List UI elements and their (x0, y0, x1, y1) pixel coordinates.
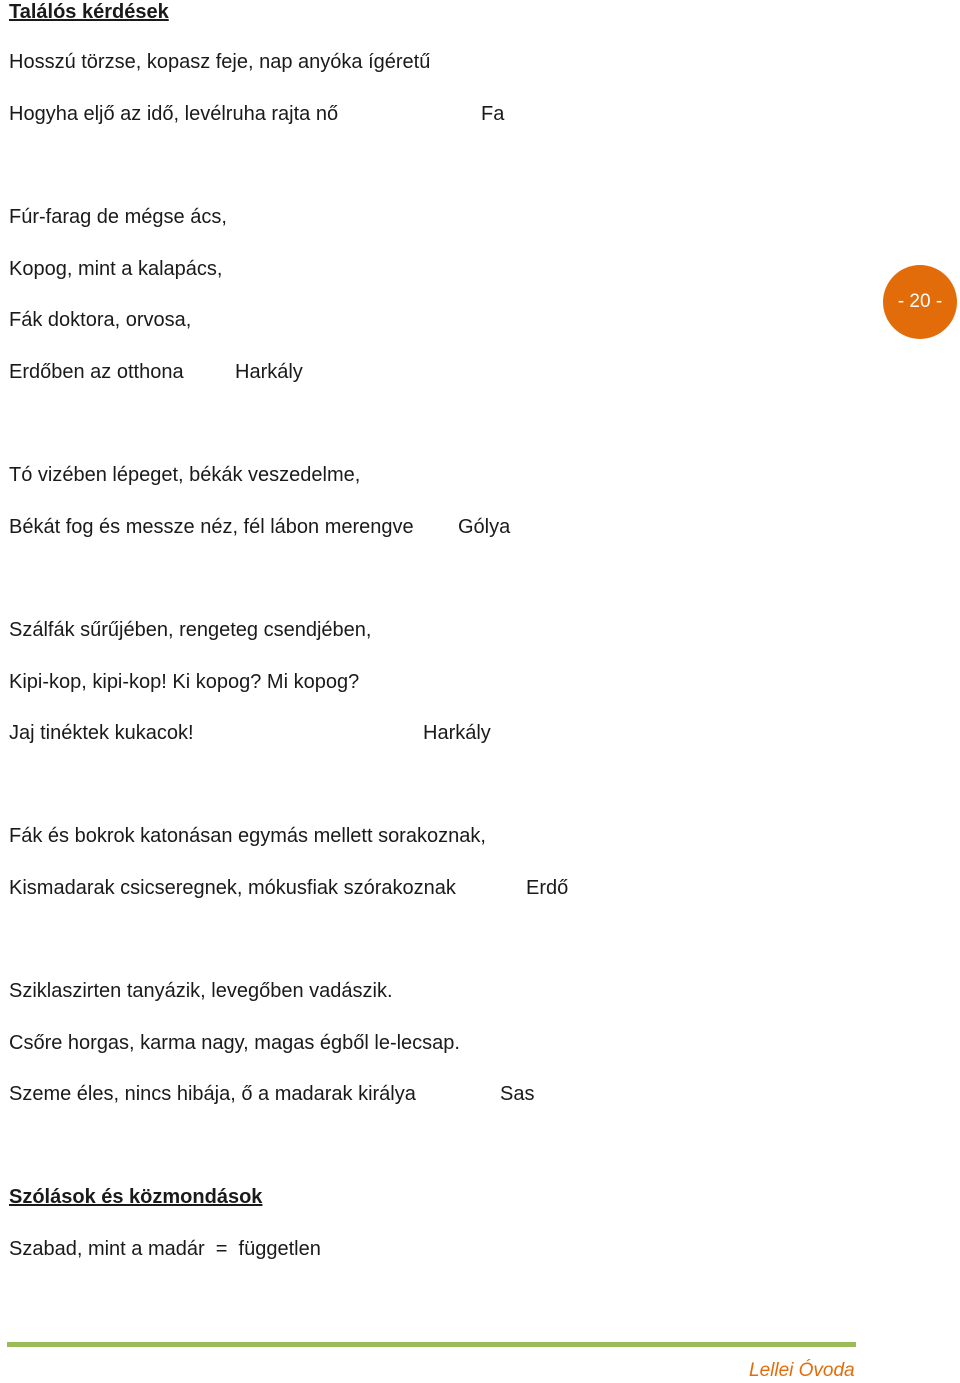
footer-divider (7, 1342, 856, 1347)
footer-text: Lellei Óvoda (749, 1360, 855, 1381)
riddle-answer: Fa (481, 103, 505, 125)
riddle-answer: Erdő (526, 877, 569, 899)
sayings-heading: Szólások és közmondások (9, 1186, 263, 1208)
riddle-line: Kismadarak csicseregnek, mókusfiak szórakoznak (9, 877, 456, 899)
riddle-answer: Harkály (423, 722, 491, 744)
riddle-line: Sziklaszirten tanyázik, levegőben vadászik. (9, 980, 393, 1002)
riddle-line: Csőre horgas, karma nagy, magas égből le-lecsap. (9, 1032, 460, 1054)
riddle-answer: Gólya (458, 516, 511, 538)
riddle-line: Szeme éles, nincs hibája, ő a madarak királya (9, 1083, 416, 1105)
riddle-answer: Sas (500, 1083, 535, 1105)
riddle-line: Fák doktora, orvosa, (9, 309, 192, 331)
riddle-line: Kipi-kop, kipi-kop! Ki kopog? Mi kopog? (9, 671, 360, 693)
riddle-line: Hosszú törzse, kopasz feje, nap anyóka ígéretű (9, 51, 431, 73)
riddle-line: Erdőben az otthona (9, 361, 184, 383)
riddle-line: Szálfák sűrűjében, rengeteg csendjében, (9, 619, 372, 641)
page-number-badge (883, 265, 957, 339)
riddle-line: Békát fog és messze néz, fél lábon merengve (9, 516, 414, 538)
riddle-line: Fúr-farag de mégse ács, (9, 206, 227, 228)
riddle-answer: Harkály (235, 361, 303, 383)
page-number: - 20 - (897, 291, 943, 312)
riddles-heading: Találós kérdések (9, 1, 169, 23)
riddle-line: Hogyha eljő az idő, levélruha rajta nő (9, 103, 339, 125)
riddle-line: Kopog, mint a kalapács, (9, 258, 223, 280)
saying-line: Szabad, mint a madár = független (9, 1238, 321, 1260)
riddle-line: Tó vizében lépeget, békák veszedelme, (9, 464, 361, 486)
riddle-line: Jaj tinéktek kukacok! (9, 722, 194, 744)
riddle-line: Fák és bokrok katonásan egymás mellett sorakoznak, (9, 825, 486, 847)
